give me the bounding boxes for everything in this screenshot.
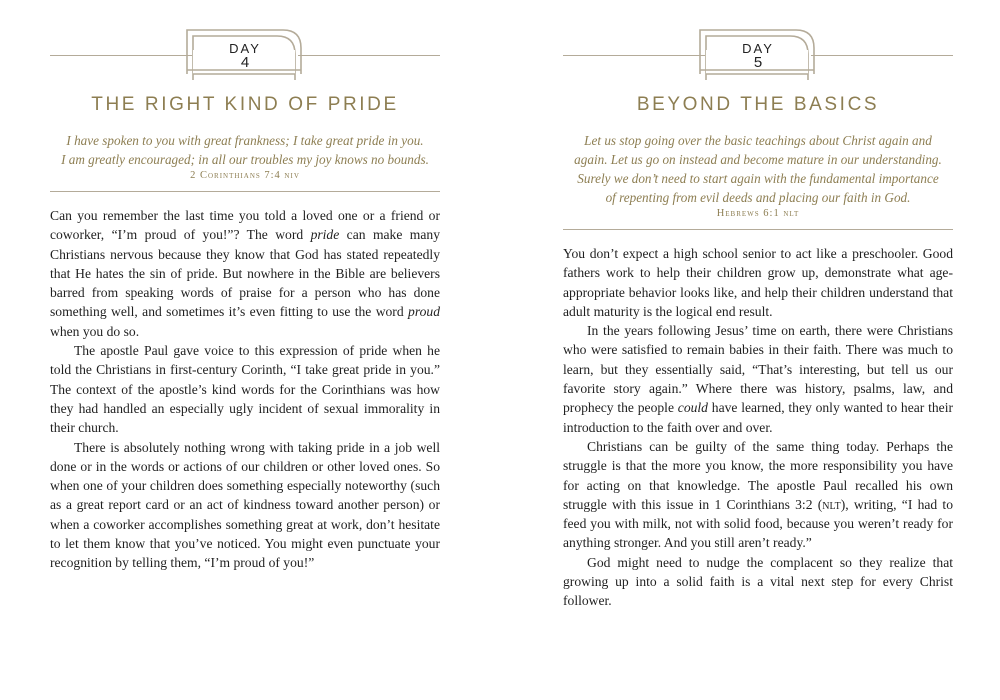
day-header [563,0,953,80]
devotion-body [563,244,953,611]
day-number: 4 [240,54,250,71]
verse-line: I have spoken to you with great frankness; I take great pride in you. [66,133,424,148]
devotion-title: BEYOND THE BASICS [636,94,880,115]
day-number: 5 [753,54,763,71]
scripture-quote [563,131,953,207]
paragraph: You don’t expect a high school senior to act like a preschooler. Good fathers work to help their children grow up, demonstrate what age-appropriate behavior looks like, and help their children understand that adult maturity is the logical end result. [563,246,953,319]
day-label: DAY [742,41,774,56]
right-page [563,0,953,700]
paragraph: Can you remember the last time you told a loved one or a friend or coworker, “I’m proud of you!”? The word pride can make many Christians nervous because they know that God has stated repeatedly that He hates the sin of pride. But nowhere in the Bible are believers barred from speaking words of praise for a person who has done something well, and sometimes it’s even fitting to use the word proud when you do so. [50,208,440,339]
paragraph: In the years following Jesus’ time on earth, there were Christians who were satisfied to remain babies in their faith. There was much to learn, but they essentially said, “That’s interesting, but tell us our favorite story again.” Where there was history, psalms, law, and prophecy the people could have learned, they only wanted to hear their introduction to the faith over and over. [563,323,953,435]
paragraph: The apostle Paul gave voice to this expression of pride when he told the Christians in first-century Corinth, “I take great pride in you.” The context of the apostle’s kind words for the Corinthians was how they had handled an especially ugly incident of sexual immorality in their church. [50,343,440,436]
day-header [50,0,440,80]
verse-line: of repenting from evil deeds and placing our faith in God. [605,190,911,205]
paragraph: Christians can be guilty of the same thing today. Perhaps the struggle is that the more you know, the more responsibility you have for acting on that knowledge. The apostle Paul recalled his own struggle with this issue in 1 Corinthians 3:2 (nlt), writing, “I had to feed you with milk, not with solid food, because you weren’t ready for anything stronger. And you still aren’t ready.” [563,438,953,551]
section-divider [50,191,440,192]
scripture-reference: Hebrews 6:1 nlt [716,208,800,219]
scripture-reference: 2 Corinthians 7:4 niv [190,170,300,181]
section-divider [563,229,953,230]
devotion-title: THE RIGHT KIND OF PRIDE [91,94,399,115]
paragraph: There is absolutely nothing wrong with taking pride in a job well done or in the words or actions of our children or other loved ones. So when one of your children does something especially noteworthy (such as a great report card or an act of kindness toward another person) or when a coworker accomplishes something great at work, don’t hesitate to let them know that you’ve noticed. You might even punctuate your recognition by telling them, “I’m proud of you!” [50,439,440,571]
verse-line: again. Let us go on instead and become mature in our understanding. [574,152,942,167]
verse-line: Surely we don’t need to start again with the fundamental importance [577,171,939,186]
paragraph: God might need to nudge the complacent so they realize that growing up into a solid faith is a vital next step for every Christ follower. [563,554,953,609]
scripture-quote [50,131,440,169]
left-page [50,0,440,700]
verse-line: I am greatly encouraged; in all our troubles my joy knows no bounds. [61,152,429,167]
devotion-body [50,206,440,573]
day-label: DAY [229,41,261,56]
verse-line: Let us stop going over the basic teachings about Christ again and [584,133,932,148]
